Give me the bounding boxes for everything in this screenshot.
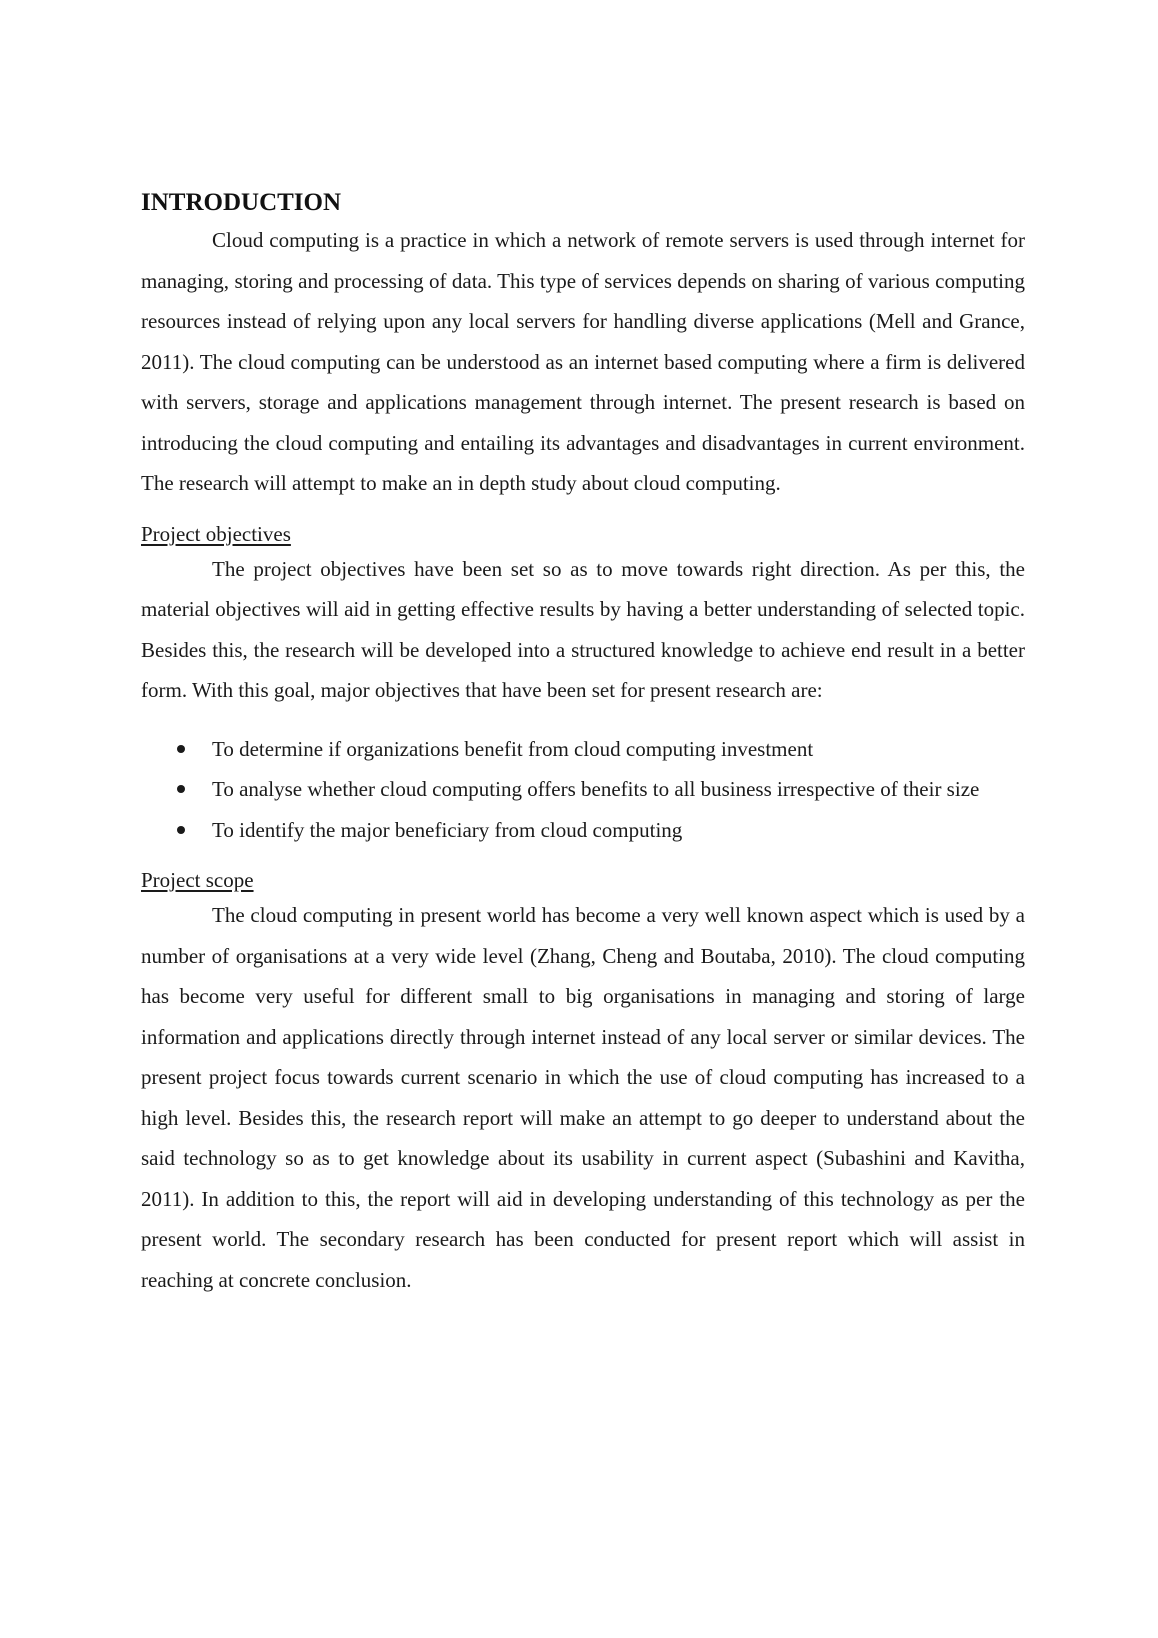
list-item-text: To analyse whether cloud computing offers benefits to all business irrespective of their size [212,777,980,801]
spacer [141,504,1025,519]
document-page [141,186,1025,1300]
project-scope-heading: Project scope [141,868,254,892]
list-item [141,769,1025,810]
project-objectives-paragraph: The project objectives have been set so as to move towards right direction. As per this, the material objectives will aid in getting effective results by having a better understanding of selected topic. Besides this, the research will be developed into a structured knowledge to achieve end result in a better form. With this goal, major objectives that have been set for present research are: [141,556,1025,702]
introduction-paragraph: Cloud computing is a practice in which a network of remote servers is used through internet for managing, storing and processing of data. This type of services depends on sharing of various computing resources instead of relying upon any local servers for handling diverse applications (Mell and Grance, 2011). The cloud computing can be understood as an internet based computing where a firm is delivered with servers, storage and applications management through internet. The present research is based on introducing the cloud computing and entailing its advantages and disadvantages in current environment. The research will attempt to make an in depth study about cloud computing. [141,228,1025,495]
project-objectives-heading: Project objectives [141,521,291,546]
bullet-icon [177,785,185,793]
list-item-text: To identify the major beneficiary from cloud computing [212,817,683,842]
project-scope-paragraph: The cloud computing in present world has become a very well known aspect which is used by a number of organisations at a very wide level (Zhang, Cheng and Boutaba, 2010). The cloud computing has become very useful for different small to big organisations in managing and storing of large information and applications directly through internet instead of any local server or similar devices. The present project focus towards current scenario in which the use of cloud computing has increased to a high level. Besides this, the research report will make an attempt to go deeper to understand about the said technology so as to get knowledge about its usability in current aspect (Subashini and Kavitha, 2011). In addition to this, the report will aid in developing understanding of this technology as per the present world. The secondary research has been conducted for present report which will assist in reaching at concrete conclusion. [141,903,1025,1292]
list-item [141,729,1025,770]
introduction-heading: INTRODUCTION [141,189,342,216]
objectives-list [141,729,1025,851]
list-item [141,810,1025,851]
list-item-text: To determine if organizations benefit from cloud computing investment [212,736,814,761]
spacer [141,711,1025,729]
spacer [141,850,1025,865]
bullet-icon [177,826,185,834]
bullet-icon [177,745,185,753]
